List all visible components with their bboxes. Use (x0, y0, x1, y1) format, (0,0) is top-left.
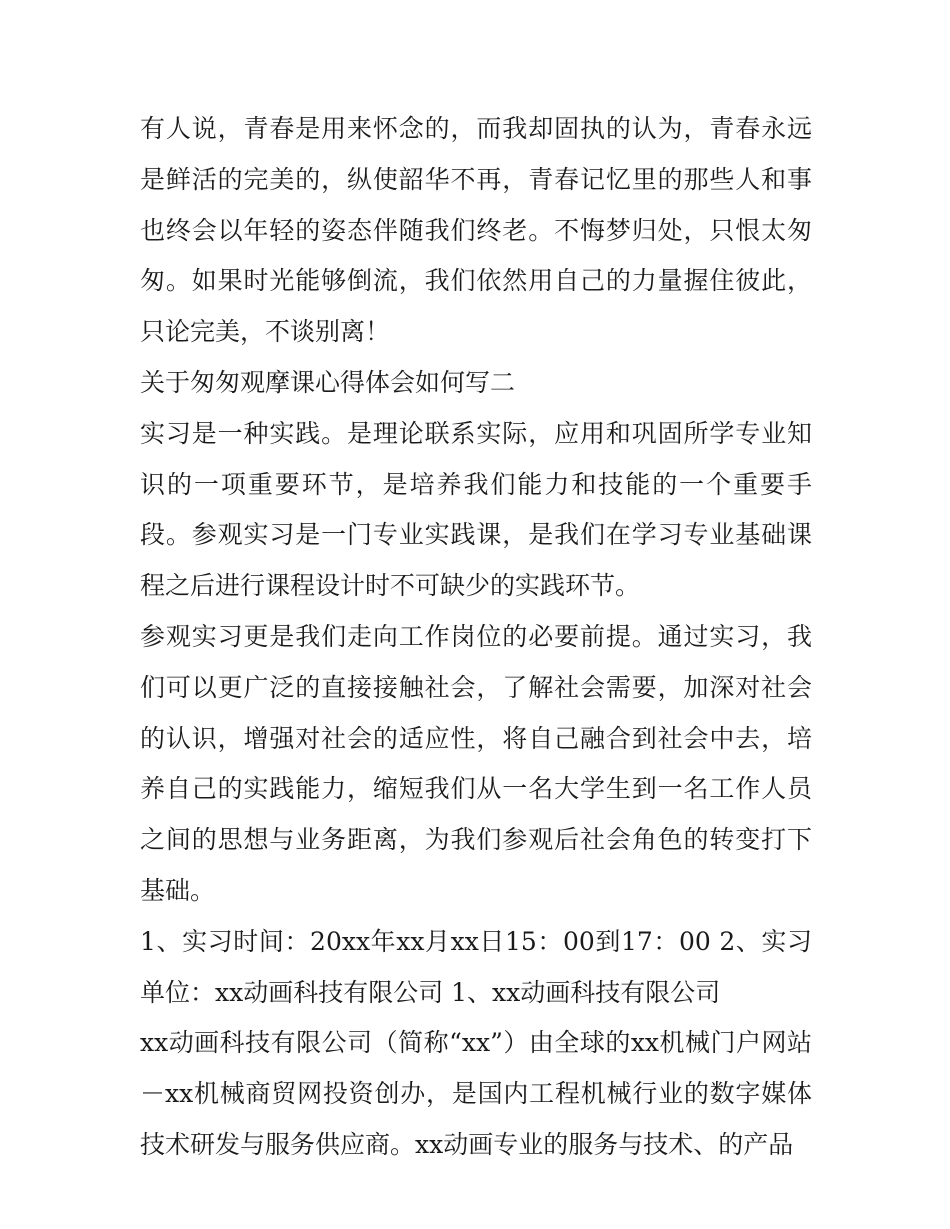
paragraph-youth-memory: 有人说，青春是用来怀念的，而我却固执的认为，青春永远是鲜活的完美的，纵使韶华不再，青春记忆里的那些人和事也终会以年轻的姿态伴随我们终老。不悔梦归处，只恨太匆匆。如果时光能够倒流，我们依然用自己的力量握住彼此，只论完美，不谈别离！ (140, 114, 812, 347)
paragraph-internship-prerequisite: 参观实习更是我们走向工作岗位的必要前提。通过实习，我们可以更广泛的直接接触社会，了解社会需要，加深对社会的认识，增强对社会的适应性，将自己融合到社会中去，培养自己的实践能力，缩短我们从一名大学生到一名工作人员之间的思想与业务距离，为我们参观后社会角色的转变打下基础。 (140, 621, 812, 905)
section-heading: 关于匆匆观摩课心得体会如何写二 (140, 367, 516, 397)
document-page (140, 104, 812, 1171)
paragraph-internship-details: 1、实习时间：20xx年xx月xx日15：00到17：00 2、实习单位：xx动画科技有限公司 1、xx动画科技有限公司 (140, 926, 812, 1007)
paragraph-internship-practice: 实习是一种实践。是理论联系实际，应用和巩固所学专业知识的一项重要环节，是培养我们能力和技能的一个重要手段。参观实习是一门专业实践课，是我们在学习专业基础课程之后进行课程设计时不可缺少的实践环节。 (140, 418, 812, 601)
paragraph-company-intro: xx动画科技有限公司（简称“xx”）由全球的xx机械门户网站－xx机械商贸网投资创办，是国内工程机械行业的数字媒体技术研发与服务供应商。xx动画专业的服务与技术、的产品 (140, 1028, 812, 1159)
